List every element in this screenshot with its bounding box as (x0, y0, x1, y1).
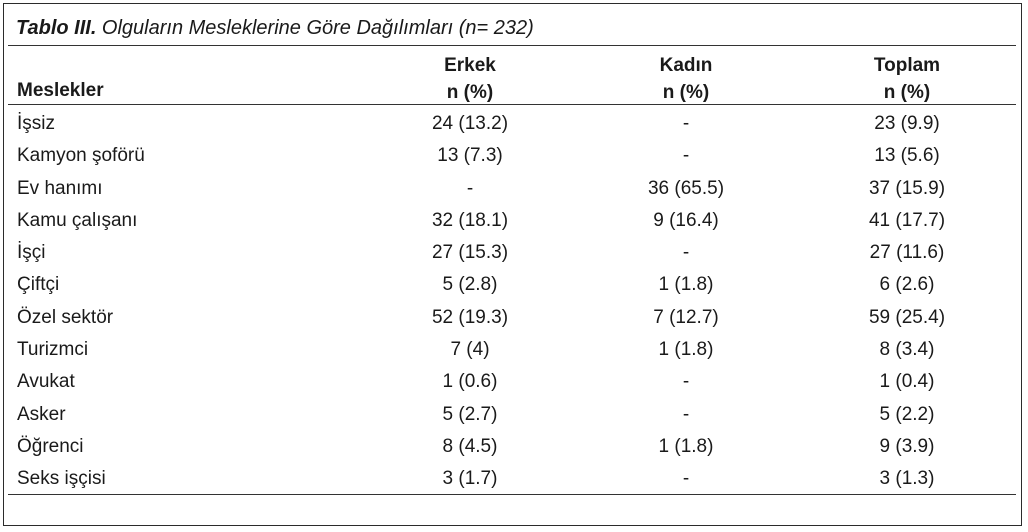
total-cell: 6 (2.6) (879, 274, 935, 296)
female-cell: 1 (1.8) (658, 274, 714, 296)
occupation-cell: Turizmci (17, 339, 89, 361)
total-cell: 41 (17.7) (868, 209, 946, 231)
male-cell: 5 (2.7) (442, 403, 498, 425)
female-cell: - (682, 371, 690, 393)
male-cell: - (466, 177, 474, 199)
total-cell: 5 (2.2) (879, 403, 935, 425)
header-female-label: Kadın (659, 55, 713, 76)
total-cell: 37 (15.9) (868, 177, 946, 199)
occupation-cell: İşsiz (17, 113, 55, 134)
male-cell: 3 (1.7) (442, 468, 498, 490)
male-cell: 24 (13.2) (431, 113, 509, 134)
total-cell: 13 (5.6) (874, 145, 940, 167)
header-male-unit: n (%) (446, 82, 494, 103)
table-row (0, 175, 1028, 207)
male-cell: 8 (4.5) (442, 435, 498, 457)
female-cell: 9 (16.4) (653, 209, 719, 231)
header-male (370, 52, 570, 106)
table-row (0, 368, 1028, 400)
header-female-unit: n (%) (662, 82, 710, 103)
table-row (0, 207, 1028, 239)
occupation-cell: İşçi (17, 242, 46, 264)
male-cell: 7 (4) (450, 339, 490, 361)
table-row (0, 465, 1028, 497)
male-cell: 52 (19.3) (431, 306, 509, 328)
occupation-cell: Kamu çalışanı (17, 209, 138, 231)
occupation-cell: Çiftçi (17, 274, 60, 296)
occupation-cell: Kamyon şoförü (17, 145, 145, 167)
total-cell: 3 (1.3) (879, 468, 935, 490)
total-cell: 59 (25.4) (868, 306, 946, 328)
female-cell: - (682, 468, 690, 490)
female-cell: - (682, 242, 690, 264)
table-row (0, 401, 1028, 433)
table-title-text: Olguların Mesleklerine Göre Dağılımları (n= 232) (96, 17, 534, 39)
table-row (0, 433, 1028, 465)
total-cell: 27 (11.6) (869, 242, 945, 264)
female-cell: - (682, 145, 690, 167)
header-total (807, 52, 1007, 106)
table-row (0, 239, 1028, 271)
table-title-label: Tablo III. (16, 17, 97, 39)
occupation-cell: Öğrenci (17, 435, 84, 457)
header-total-unit: n (%) (883, 82, 931, 103)
occupation-cell: Ev hanımı (17, 177, 103, 199)
table-row (0, 142, 1028, 174)
male-cell: 13 (7.3) (437, 145, 503, 167)
bottom-rule (8, 494, 1016, 495)
table-body (0, 110, 1028, 498)
male-cell: 5 (2.8) (442, 274, 498, 296)
female-cell: - (682, 113, 690, 134)
header-female (586, 52, 786, 106)
top-rule (8, 45, 1016, 46)
male-cell: 27 (15.3) (431, 242, 509, 264)
female-cell: - (682, 403, 690, 425)
female-cell: 36 (65.5) (647, 177, 725, 199)
total-cell: 1 (0.4) (879, 371, 935, 393)
total-cell: 23 (9.9) (874, 113, 940, 134)
total-cell: 8 (3.4) (879, 339, 935, 361)
table-row (0, 336, 1028, 368)
header-rule (8, 104, 1016, 105)
occupation-cell: Özel sektör (17, 306, 114, 328)
table-row (0, 110, 1028, 142)
header-occupation: Meslekler (17, 80, 104, 101)
female-cell: 7 (12.7) (653, 306, 719, 328)
occupation-cell: Seks işçisi (17, 468, 106, 490)
male-cell: 1 (0.6) (442, 371, 498, 393)
table-row (0, 271, 1028, 303)
table-title (16, 17, 534, 40)
female-cell: 1 (1.8) (658, 435, 714, 457)
occupation-cell: Asker (17, 403, 66, 425)
table-row (0, 304, 1028, 336)
header-total-label: Toplam (873, 55, 941, 76)
header-male-label: Erkek (444, 55, 496, 76)
female-cell: 1 (1.8) (658, 339, 714, 361)
occupation-cell: Avukat (17, 371, 75, 393)
total-cell: 9 (3.9) (879, 435, 935, 457)
male-cell: 32 (18.1) (431, 209, 509, 231)
